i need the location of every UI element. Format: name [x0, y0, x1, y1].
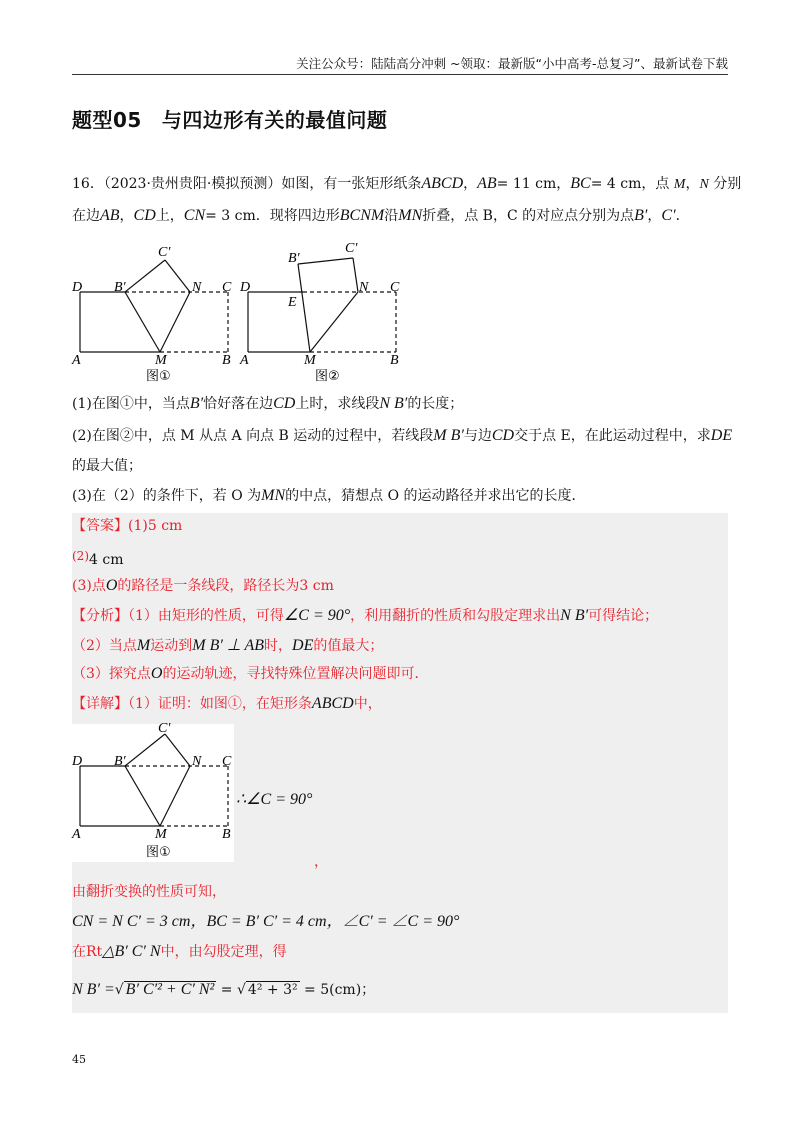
detail-text: （1）证明：如图①，在矩形条: [128, 696, 312, 712]
fig2-label-cp: C′: [345, 241, 358, 256]
fig1-label-m: M: [155, 353, 167, 368]
math-equals: =: [216, 982, 237, 998]
math-mn: MN: [398, 207, 423, 224]
fig3-label-b: B: [222, 827, 231, 842]
math-bcnm: BCNM: [339, 207, 385, 224]
math-o: O: [150, 665, 163, 682]
analysis-text: （3）探究点: [72, 666, 151, 682]
math-cd: CD: [273, 395, 296, 412]
analysis-text: ，利用翻折的性质和勾股定理求出: [350, 608, 561, 624]
analysis-text: 的值最大；: [313, 638, 384, 654]
question-2-cont: [72, 456, 732, 476]
fig3-label-n: N: [192, 754, 202, 769]
fig1-label-b: B: [222, 353, 231, 368]
math-triangle: △B′ C′ N: [102, 943, 161, 960]
problem-text: 折叠，点 B，C 的对应点分别为点: [422, 208, 635, 224]
math-cd: CD: [491, 427, 515, 444]
fig3-label-m: M: [155, 827, 167, 842]
q-text: 的中点，猜想点 O 的运动路径并求出它的长度．: [285, 488, 586, 504]
fig3-caption: 图①: [146, 845, 171, 860]
fig1-label-n: N: [192, 280, 202, 295]
fig2-label-a: A: [240, 353, 249, 368]
detail-line-5: N B′ =√ B′ C′² + C′ N² = √ 4² + 3² = 5(cm)；: [72, 981, 376, 998]
fig2-label-bp: B′: [288, 251, 300, 266]
math-ab: AB: [100, 207, 120, 224]
fig2-seg-mn: [310, 292, 358, 352]
fig1-caption: 图①: [146, 369, 171, 384]
math-ab: AB: [477, 175, 497, 192]
math-mn: MN: [261, 487, 286, 504]
q-text: 的长度；: [407, 396, 464, 412]
fig3-seg-cn: [165, 734, 190, 766]
page-number: 45: [72, 1053, 86, 1066]
question-2: [72, 426, 732, 446]
fig2-seg-mb: [298, 264, 310, 352]
fig3-seg-mn: [160, 766, 190, 826]
detail-line-1: [72, 694, 732, 714]
problem-text: 16．（2023·贵州贵阳·模拟预测）如图，有一张矩形纸条: [72, 176, 422, 192]
math-result: = 5(cm)；: [299, 982, 376, 998]
fig3-seg-bm: [125, 766, 160, 826]
q-text: (3)在（2）的条件下，若 O 为: [72, 488, 262, 504]
detail-text: ，: [314, 854, 328, 870]
math-o: O: [105, 577, 118, 594]
fig3-seg-bc: [125, 734, 165, 766]
page-header: 关注公众号：陆陆高分冲刺 ~领取：最新版“小中高考-总复习”、最新试卷下载: [72, 54, 728, 75]
q-text: (1)在图①中，当点: [72, 396, 190, 412]
fig2-label-m: M: [304, 353, 316, 368]
math-radicand-2: 4² + 3²: [247, 982, 298, 998]
problem-text: 沿: [384, 208, 399, 224]
question-3: [72, 486, 732, 506]
detail-label: 【详解】: [72, 696, 128, 712]
fig3-label-a: A: [72, 827, 81, 842]
detail-text: 由翻折变换的性质可知，: [72, 884, 226, 900]
problem-line-2: [72, 206, 732, 226]
answer-label: 【答案】: [72, 518, 128, 534]
fig2-seg-cn: [353, 258, 358, 292]
problem-text: 在边: [72, 208, 100, 224]
analysis-line-3: [72, 664, 732, 684]
fig2-label-b: B: [390, 353, 399, 368]
fig2-label-e: E: [288, 295, 297, 310]
fig2-label-n: N: [359, 280, 369, 295]
q-text: 的最大值；: [72, 458, 142, 474]
math-bc: BC: [570, 175, 591, 192]
fig1-seg-mn: [160, 292, 190, 352]
title-text: 与四边形有关的最值问题: [161, 108, 388, 132]
question-1: [72, 394, 732, 414]
detail-text: 中，由勾股定理，得: [160, 944, 287, 960]
problem-text: = 4 cm，点: [590, 176, 674, 192]
fig1-label-a: A: [72, 353, 81, 368]
detail-text: 在Rt: [72, 944, 103, 960]
math-nb-eq: N B′ =: [72, 981, 115, 998]
analysis-text: （2）当点: [72, 638, 137, 654]
analysis-text: 运动到: [150, 638, 193, 654]
math-m: M: [136, 637, 151, 654]
analysis-line-1: [72, 606, 732, 626]
math-perp: M B′ ⊥ AB: [192, 637, 265, 654]
problem-text: = 11 cm，: [496, 176, 571, 192]
q-text: 恰好落在边: [203, 396, 274, 412]
fig3-label-bp: B′: [114, 754, 126, 769]
answer-1: (1)5 cm: [128, 518, 183, 534]
math-cn: CN: [183, 207, 206, 224]
math-equalities: CN = N C′ = 3 cm，BC = B′ C′ = 4 cm，∠C′ = ∠C = 90°: [72, 913, 460, 930]
math-abcd: ABCD: [311, 695, 354, 712]
answer-3-text: (3)点: [72, 578, 106, 594]
math-cd: CD: [133, 207, 156, 224]
analysis-text: 可得结论；: [588, 608, 659, 624]
detail-line-3: [72, 912, 732, 932]
problem-line-1: [72, 174, 742, 195]
section-title: [72, 104, 387, 133]
fig1-label-d: D: [72, 280, 83, 295]
problem-text: ．: [675, 208, 690, 224]
fig2-label-c: C: [390, 280, 400, 295]
problem-text: ，: [463, 176, 478, 192]
fig2-seg-bc: [298, 258, 353, 264]
analysis-text: 时，: [264, 638, 293, 654]
fig2-caption: 图②: [315, 369, 340, 384]
q-text: 与边: [463, 428, 492, 444]
analysis-line-2: [72, 636, 732, 656]
answer-line-2: [72, 546, 732, 570]
fig3-label-c: C: [222, 754, 232, 769]
fig3-label-d: D: [72, 754, 83, 769]
detail-text: 中，: [353, 696, 382, 712]
detail-comma: [314, 852, 354, 872]
math-cprime: C′: [661, 207, 676, 224]
problem-text: 分别: [708, 176, 742, 192]
fig1-seg-bc: [125, 260, 165, 292]
q-text: 上时，求线段: [295, 396, 380, 412]
title-number: 题型05: [72, 108, 142, 132]
math-therefore: ∴∠C = 90°: [236, 791, 313, 808]
math-radicand-1: B′ C′² + C′ N²: [125, 981, 215, 998]
fig1-label-bp: B′: [114, 280, 126, 295]
fig1-label-c: C: [222, 280, 232, 295]
answer-2: 4 cm: [89, 552, 124, 568]
detail-line-2: [72, 882, 732, 902]
fig2-label-d: D: [240, 280, 251, 295]
math-bprime: B′: [189, 395, 204, 412]
problem-text: ，: [119, 208, 134, 224]
math-mb: M B′: [433, 427, 464, 444]
fig1-seg-bm: [125, 292, 160, 352]
figures-1-2: [70, 236, 410, 386]
math-nb: N B′: [560, 607, 589, 624]
analysis-text: 的运动轨迹，寻找特殊位置解决问题即可．: [162, 666, 429, 682]
fig3-label-cp: C′: [158, 722, 171, 736]
figure-3: [70, 722, 236, 864]
analysis-text: （1）由矩形的性质，可得: [128, 608, 284, 624]
fig1-label-cp: C′: [158, 245, 171, 260]
math-m: M: [673, 177, 686, 192]
math-nb: N B′: [379, 395, 408, 412]
q-text: (2)在图②中，点 M 从点 A 向点 B 运动的过程中，若线段: [72, 428, 434, 444]
fig1-seg-cn: [165, 260, 190, 292]
answer-3-text: 的路径是一条线段，路径长为3 cm: [117, 578, 334, 594]
math-angle-c: ∠C = 90°: [283, 607, 351, 624]
q-text: 交于点 E，在此运动过程中，求: [514, 428, 711, 444]
detail-line-4: [72, 942, 732, 962]
problem-text: = 3 cm．现将四边形: [205, 208, 340, 224]
math-n: N: [699, 177, 709, 192]
answer-line-3: [72, 576, 732, 596]
answer-line-1: [72, 516, 732, 536]
math-de: DE: [710, 427, 733, 444]
math-de: DE: [292, 637, 314, 654]
problem-text: 上，: [155, 208, 184, 224]
problem-text: ，: [647, 208, 662, 224]
math-abcd: ABCD: [421, 175, 464, 192]
answer-2-num: (2): [72, 549, 89, 563]
analysis-label: 【分析】: [72, 608, 128, 624]
problem-text: ，: [685, 176, 700, 192]
math-bprime: B′: [634, 207, 648, 224]
detail-therefore: [236, 790, 436, 810]
